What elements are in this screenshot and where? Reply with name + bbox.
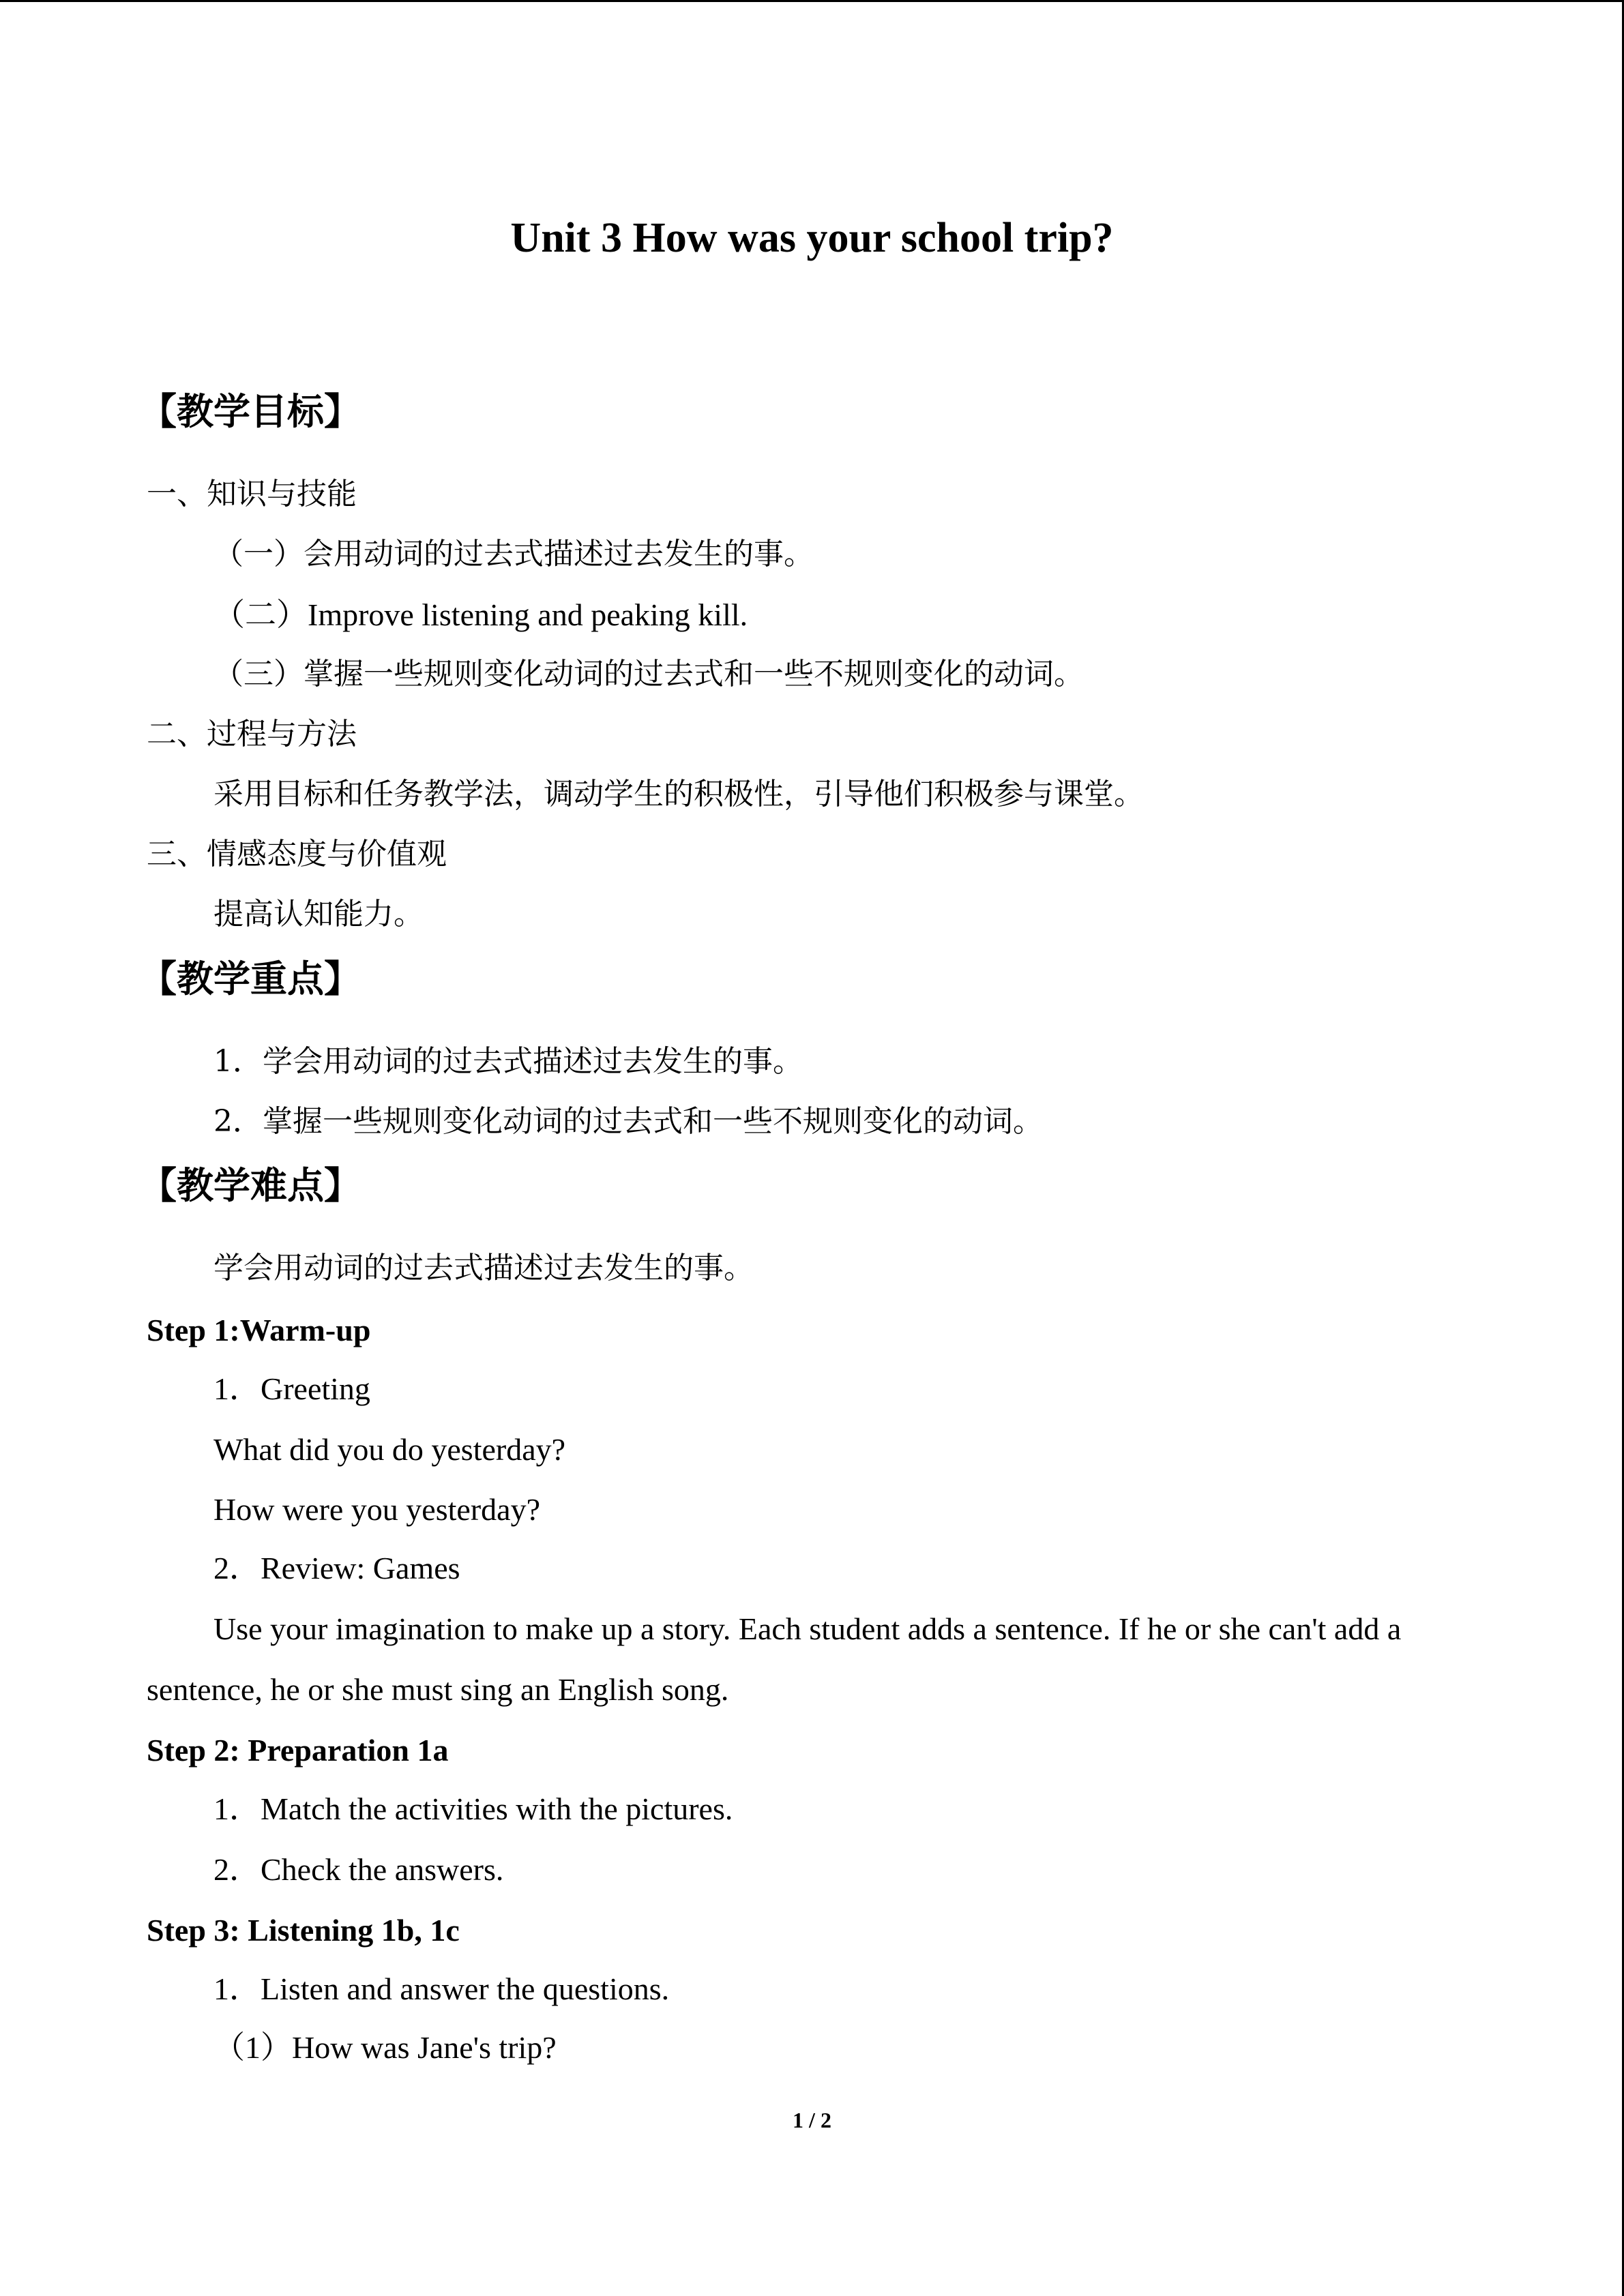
key-point-2: 2．掌握一些规则变化动词的过去式和一些不规则变化的动词。 [213,1104,1043,1139]
step1-paragraph-line-2: sentence, he or she must sing an English song. [147,1672,729,1707]
step3-heading: Step 3: Listening 1b, 1c [147,1913,460,1948]
step2-item-2: 2．Check the answers. [213,1852,504,1887]
step1-paragraph-line-1: Use your imagination to make up a story. Each student adds a sentence. If he or she can't add a [213,1611,1402,1646]
process-heading: 二、过程与方法 [147,717,357,751]
step2-item-1: 1．Match the activities with the pictures. [213,1791,733,1826]
objectives-heading: 【教学目标】 [140,390,361,433]
process-text: 采用目标和任务教学法，调动学生的积极性，引导他们积极参与课堂。 [213,777,1144,811]
step3-subitem-1: （1）How was Jane's trip? [213,2030,557,2065]
step3-item-1: 1．Listen and answer the questions. [213,1971,670,2006]
key-points-heading: 【教学重点】 [140,957,361,1000]
step1-greeting: 1．Greeting [213,1371,370,1406]
page-number: 1 / 2 [793,2108,831,2132]
key-point-1: 1．学会用动词的过去式描述过去发生的事。 [213,1044,803,1079]
document-title: Unit 3 How was your school trip? [510,215,1114,261]
step2-heading: Step 2: Preparation 1a [147,1733,449,1768]
emotion-text: 提高认知能力。 [213,897,424,931]
difficulties-heading: 【教学难点】 [140,1164,361,1207]
knowledge-item-1: （一）会用动词的过去式描述过去发生的事。 [213,537,814,571]
knowledge-item-2: （二）Improve listening and peaking kill. [213,597,748,632]
step1-question-1: What did you do yesterday? [213,1432,566,1467]
knowledge-item-3: （三）掌握一些规则变化动词的过去式和一些不规则变化的动词。 [213,657,1084,691]
knowledge-heading: 一、知识与技能 [147,477,357,511]
step1-question-2: How were you yesterday? [213,1492,540,1527]
step1-review: 2．Review: Games [213,1551,460,1585]
emotion-heading: 三、情感态度与价值观 [147,837,447,871]
step1-heading: Step 1:Warm-up [147,1313,371,1347]
difficulties-text: 学会用动词的过去式描述过去发生的事。 [213,1251,754,1285]
